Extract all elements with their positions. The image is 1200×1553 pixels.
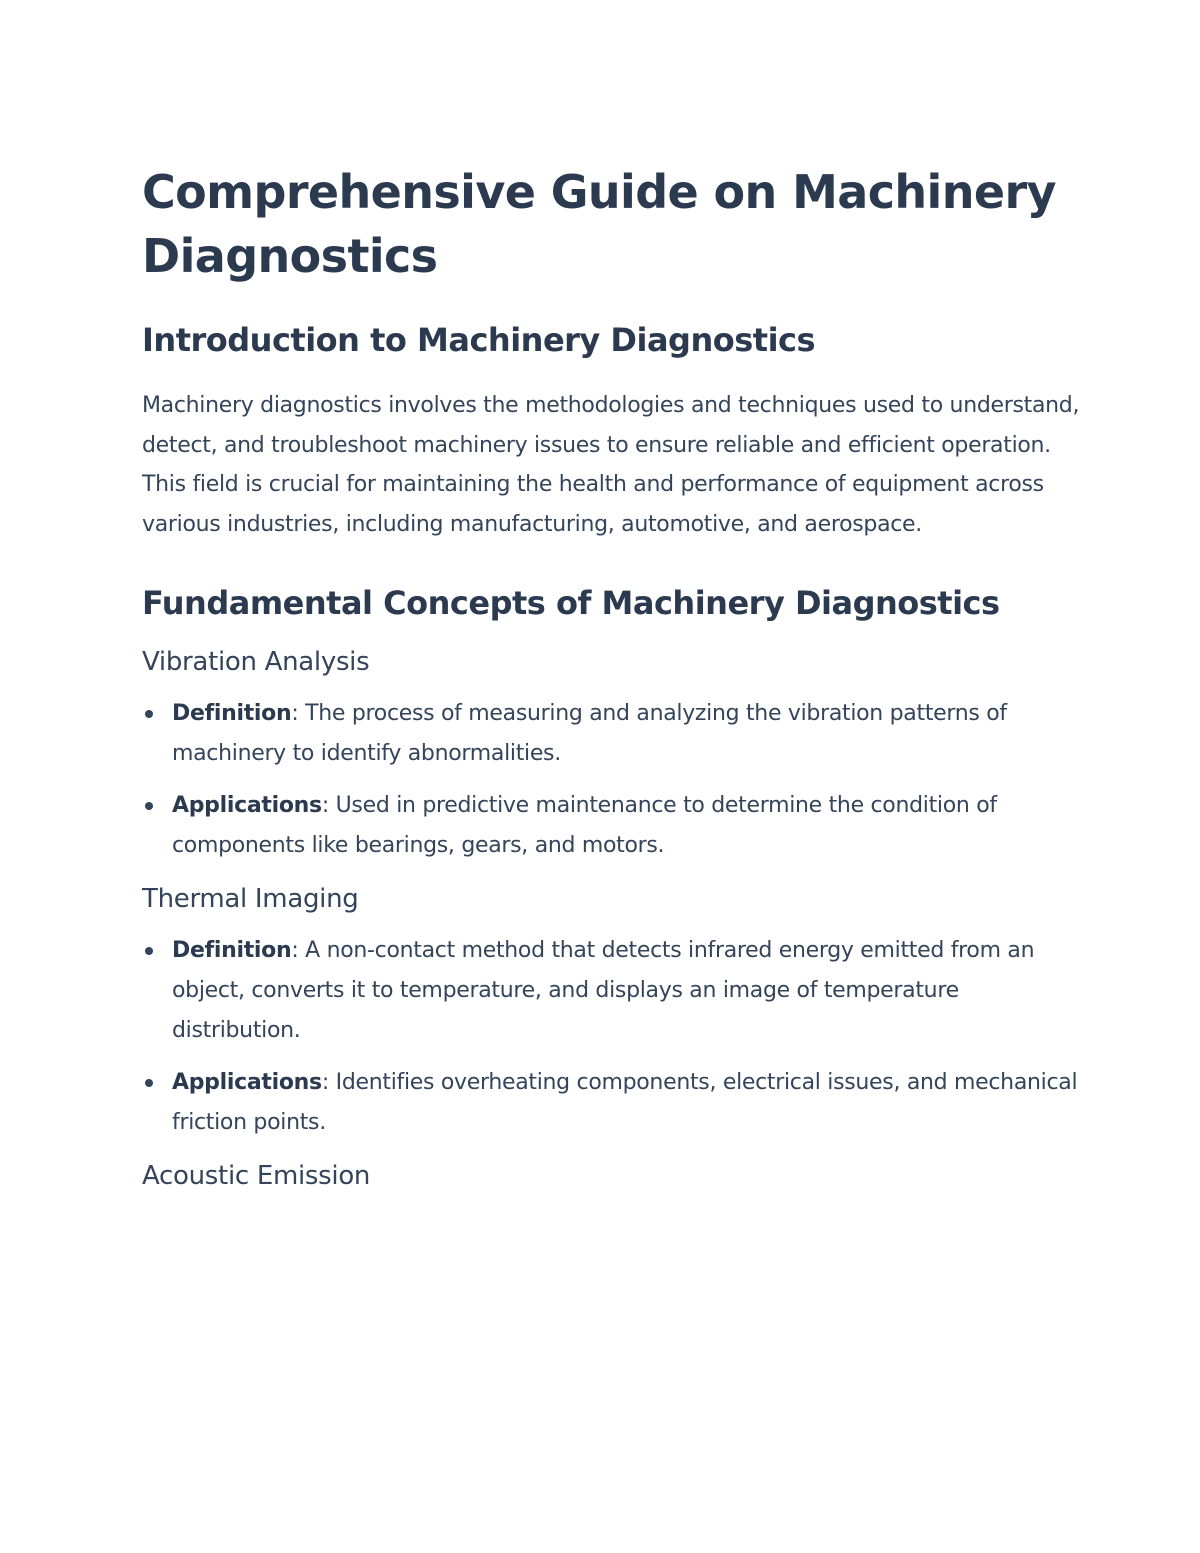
list-item (142, 1063, 1082, 1143)
intro-heading: Introduction to Machinery Diagnostics (142, 321, 816, 359)
intro-paragraph: Machinery diagnostics involves the methodologies and techniques used to understand, detect, and troubleshoot machinery issues to ensure reliable and efficient operation. This field is crucial for maintaining the health and performance of equipment across various industries, including manufacturing, automotive, and aerospace. (142, 393, 1080, 537)
item-text: : Used in predictive maintenance to determine the condition of components like bearings, gears, and motors. (172, 793, 997, 858)
item-text: : The process of measuring and analyzing the vibration patterns of machinery to identify abnormalities. (172, 701, 1007, 766)
document-title: Comprehensive Guide on Machinery Diagnostics (142, 165, 1056, 283)
list-item (142, 931, 1082, 1051)
thermal-imaging-list (142, 931, 1082, 1143)
item-label: Applications (172, 793, 322, 818)
list-item (142, 694, 1082, 774)
item-text: : Identifies overheating components, electrical issues, and mechanical friction points. (172, 1070, 1078, 1135)
item-label: Definition (172, 938, 292, 963)
section-heading-acoustic-emission: Acoustic Emission (142, 1161, 371, 1191)
item-label: Definition (172, 701, 292, 726)
document-page (142, 160, 1082, 1196)
vibration-analysis-list (142, 694, 1082, 866)
bullet-icon (145, 1079, 153, 1087)
item-text: : A non-contact method that detects infrared energy emitted from an object, converts it to temperature, and displays an image of temperature distribution. (172, 938, 1035, 1043)
bullet-icon (145, 802, 153, 810)
concepts-heading: Fundamental Concepts of Machinery Diagnostics (142, 584, 1000, 622)
section-heading-thermal-imaging: Thermal Imaging (142, 884, 359, 914)
bullet-icon (145, 947, 153, 955)
section-heading-vibration-analysis: Vibration Analysis (142, 647, 370, 677)
list-item (142, 786, 1082, 866)
item-label: Applications (172, 1070, 322, 1095)
bullet-icon (145, 710, 153, 718)
